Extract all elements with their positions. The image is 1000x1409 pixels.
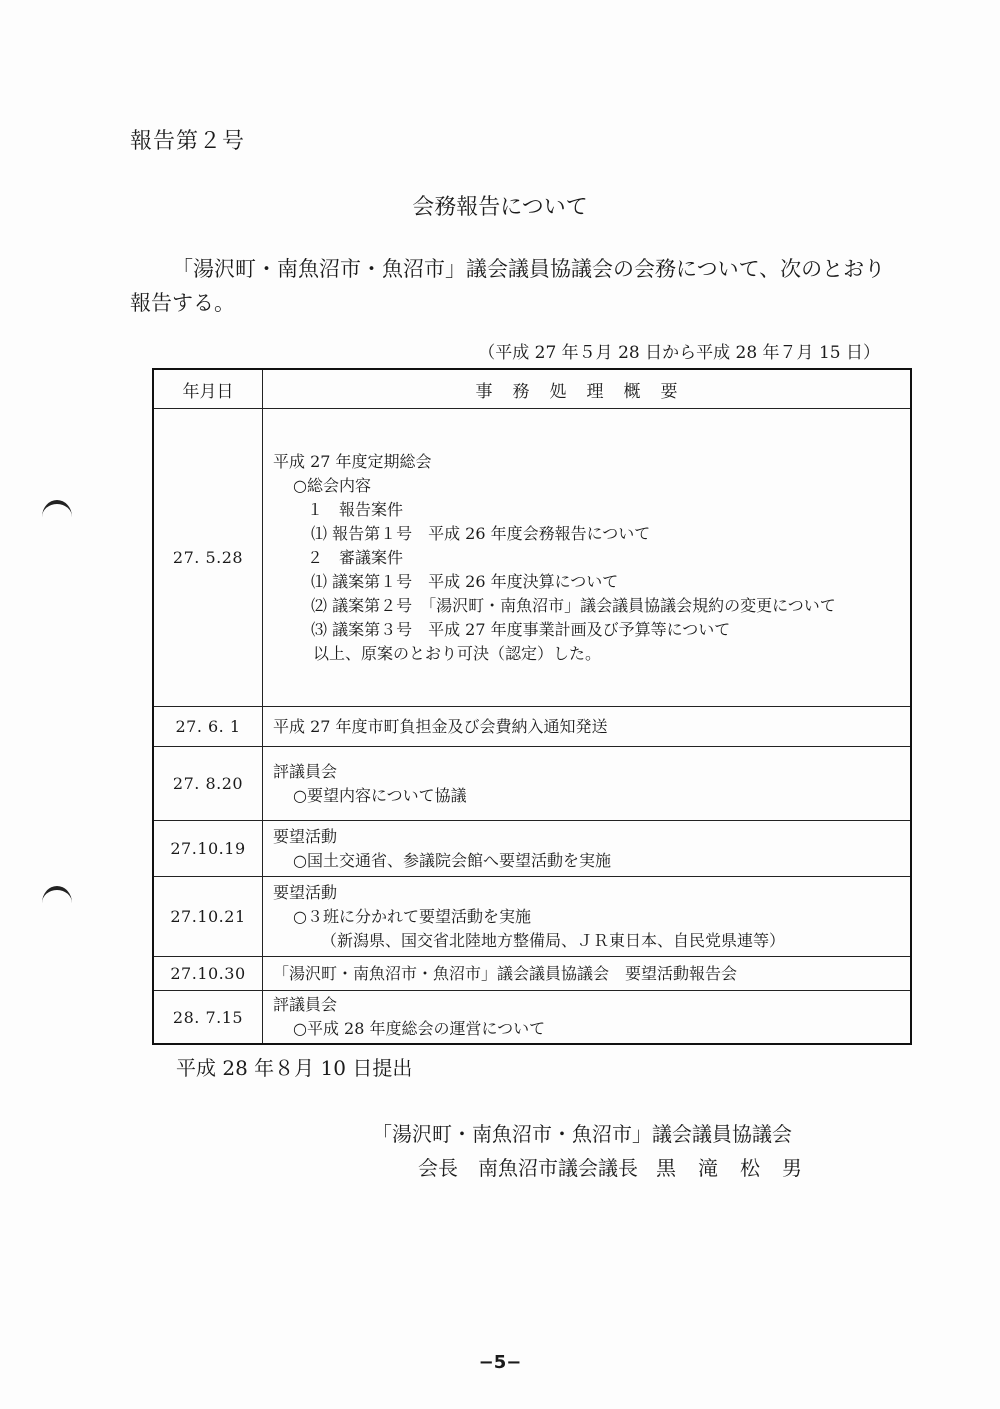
intro-paragraph: 「湯沢町・南魚沼市・魚沼市」議会議員協議会の会務について、次のとおり報告する。	[130, 257, 886, 315]
summary-line: 「湯沢町・南魚沼市・魚沼市」議会議員協議会 要望活動報告会	[273, 963, 738, 983]
header-summary: 事務処理概要	[263, 369, 912, 409]
summary-line: ○国土交通省、参議院会館へ要望活動を実施	[293, 850, 611, 870]
summary-line: ２ 審議案件	[307, 547, 404, 567]
summary-line: ⑶ 議案第３号 平成 27 年度事業計画及び予算等について	[311, 619, 731, 639]
summary-line: 以上、原案のとおり可決（認定）した。	[313, 643, 602, 663]
summary-line: 評議員会	[273, 761, 338, 781]
row-date: 28. 7.15	[153, 991, 263, 1045]
signature-block	[418, 1152, 824, 1181]
row-date: 27. 8.20	[153, 747, 263, 821]
activity-table	[152, 368, 912, 1045]
summary-line: ⑴ 議案第１号 平成 26 年度決算について	[311, 571, 619, 591]
summary-line: 要望活動	[273, 882, 338, 902]
header-date: 年月日	[153, 369, 263, 409]
summary-line: ⑴ 報告第１号 平成 26 年度会務報告について	[311, 523, 651, 543]
row-summary	[263, 707, 912, 747]
organization-name: 「湯沢町・南魚沼市・魚沼市」議会議員協議会	[372, 1122, 792, 1146]
row-date: 27.10.21	[153, 877, 263, 957]
report-number: 報告第２号	[130, 129, 246, 154]
table-header-row	[153, 369, 911, 409]
signatory-name: 黒滝松男	[656, 1156, 824, 1180]
summary-line: ⑵ 議案第２号 「湯沢町・南魚沼市」議会議員協議会規約の変更について	[311, 595, 836, 615]
signatory-title: 会長 南魚沼市議会議長	[418, 1156, 638, 1180]
table-row	[153, 877, 911, 957]
summary-line: 要望活動	[273, 826, 338, 846]
row-date: 27. 6. 1	[153, 707, 263, 747]
page-number: −5−	[478, 1352, 522, 1373]
row-date: 27.10.19	[153, 821, 263, 877]
table-row	[153, 707, 911, 747]
table-body	[153, 409, 911, 1045]
summary-line: ○総会内容	[293, 475, 371, 495]
report-period: （平成 27 年５月 28 日から平成 28 年７月 15 日）	[478, 343, 880, 363]
row-date: 27.10.30	[153, 957, 263, 991]
submission-date: 平成 28 年８月 10 日提出	[176, 1056, 413, 1080]
row-date: 27. 5.28	[153, 409, 263, 707]
table-row	[153, 409, 911, 707]
row-summary	[263, 877, 912, 957]
table-row	[153, 747, 911, 821]
summary-line: （新潟県、国交省北陸地方整備局、ＪＲ東日本、自民党県連等）	[321, 930, 786, 950]
binder-hole-mark	[42, 886, 72, 920]
row-summary	[263, 409, 912, 707]
summary-line: 平成 27 年度定期総会	[273, 451, 432, 471]
summary-line: １ 報告案件	[307, 499, 404, 519]
summary-line: ○要望内容について協議	[293, 785, 467, 805]
table-row	[153, 957, 911, 991]
summary-line: ○平成 28 年度総会の運営について	[293, 1019, 546, 1038]
row-summary	[263, 957, 912, 991]
report-title: 会務報告について	[412, 195, 588, 220]
table-row	[153, 991, 911, 1045]
binder-hole-mark	[42, 500, 72, 534]
row-summary	[263, 991, 912, 1045]
row-summary	[263, 821, 912, 877]
summary-line: 評議員会	[273, 995, 338, 1014]
row-summary	[263, 747, 912, 821]
summary-line: ○３班に分かれて要望活動を実施	[293, 906, 531, 926]
table-row	[153, 821, 911, 877]
summary-line: 平成 27 年度市町負担金及び会費納入通知発送	[273, 716, 608, 736]
